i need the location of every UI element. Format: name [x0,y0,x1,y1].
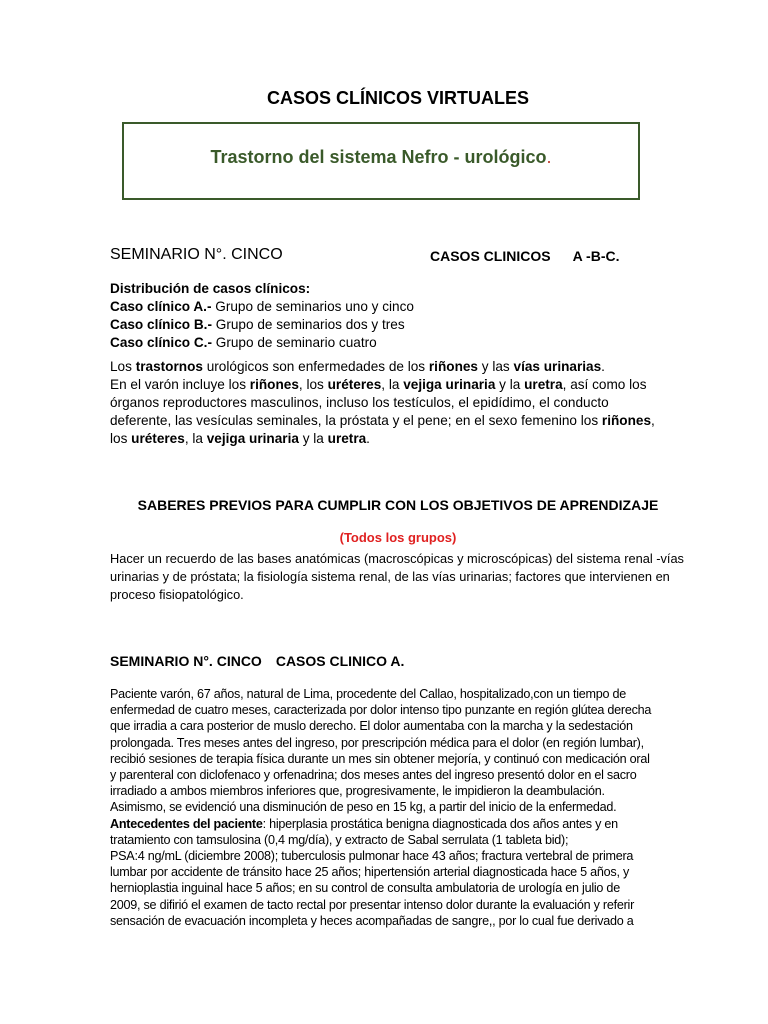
case-a-seminar-label: SEMINARIO N°. CINCO [110,653,262,669]
topic-box [122,122,640,200]
cases-heading-letters: A -B-C. [572,248,620,264]
document-title: CASOS CLÍNICOS VIRTUALES [266,88,530,108]
case-a-text: Paciente varón, 67 años, natural de Lima, procedente del Callao, hospitalizado,con un tiempo de enfermedad de cuatro meses, caracterizada por dolor intenso tipo punzante en región glútea derecha que irradia a cara posterior de muslo derecho. El dolor aumentaba con la marcha y la sedestación prolongada. Tres meses antes del ingreso, por prescripción médica para el dolor (en región lumbar), recibió sesiones de terapia física durante un mes sin obtener mejoría, y continuó con medicación oral y parenteral con diclofenaco y orfenadrina; dos meses antes del ingreso presentó dolor en el sacro irradiado a ambos miembros inferiores que, progresivamente, le impidieron la deambulación. Asimismo, se evidenció una disminución de peso en 15 kg, a partir del inicio de la enfermedad. Antecedentes del paciente: hiperplasia prostática benigna diagnosticada dos años antes y en tratamiento con tamsulosina (0,4 mg/día), y extracto de Sabal serrulata (1 tableta bid); PSA:4 ng/mL (diciembre 2008); tuberculosis pulmonar hace 43 años; fractura vertebral de primera lumbar por accidente de tránsito hace 25 años; hipertensión arterial diagnosticada hace 5 años, y hernioplastia inguinal hace 5 años; en su control de consulta ambulatoria de urología en julio de 2009, se difirió el examen de tacto rectal por presentar intenso dolor durante la evaluación y referir sensación de evacuación incompleta y heces acompañadas de sangre,, por lo cual fue derivado a [110,687,652,928]
distribution-item: Caso clínico C.- Grupo de seminario cuatro [110,335,377,350]
topic-title-period: . [546,147,552,167]
distribution-item: Caso clínico A.- Grupo de seminarios uno y cinco [110,299,414,314]
topic-title-text: Trastorno del sistema Nefro - urológico [210,147,547,167]
distribution-heading: Distribución de casos clínicos: [110,281,311,296]
distribution-item: Caso clínico B.- Grupo de seminarios dos y tres [110,317,405,332]
cases-heading [430,248,620,264]
case-a-heading [110,653,404,669]
intro-paragraph: Los trastornos urológicos son enfermedades de los riñones y las vías urinarias. En el varón incluye los riñones, los uréteres, la vejiga urinaria y la uretra, así como los órganos reproductores masculinos, incluso los testículos, el epidídimo, el conducto deferente, las vesículas seminales, la próstata y el pene; en el sexo femenino los riñones, los uréteres, la vejiga urinaria y la uretra. [110,359,655,446]
topic-title [124,147,638,168]
seminar-heading: SEMINARIO N°. CINCO [110,246,283,263]
all-groups-note: (Todos los grupos) [339,530,457,545]
antecedentes-label: Antecedentes del paciente [110,816,263,831]
case-a-label: CASOS CLINICO A. [275,653,405,669]
prior-knowledge-heading: SABERES PREVIOS PARA CUMPLIR CON LOS OBJETIVOS DE APRENDIZAJE [137,497,659,513]
case-distribution [110,280,414,352]
cases-heading-label: CASOS CLINICOS [430,248,551,264]
prior-knowledge-text: Hacer un recuerdo de las bases anatómicas (macroscópicas y microscópicas) del sistema renal -vías urinarias y de próstata; la fisiología sistema renal, de las vías urinarias; factores que intervienen en proceso fisiopatológico. [110,551,684,602]
